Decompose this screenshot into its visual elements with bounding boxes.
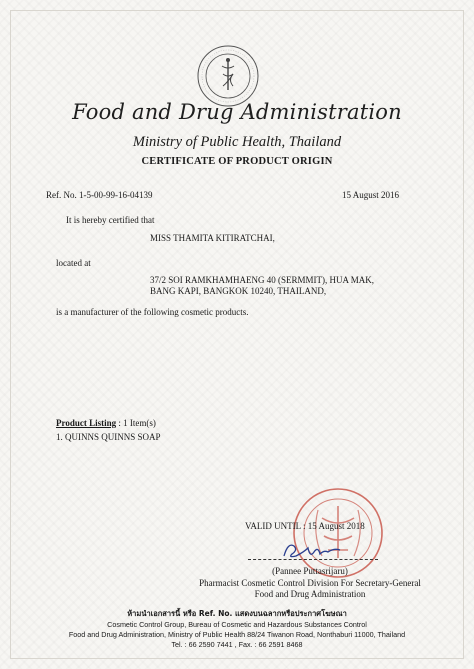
signatory-name: (Pannee Puttasrijaru) — [272, 566, 348, 576]
certificate-title: CERTIFICATE OF PRODUCT ORIGIN — [141, 156, 333, 167]
product-listing-count: : 1 Item(s) — [116, 418, 156, 428]
footer-line-3: Tel. : 66 2590 7441 , Fax. : 66 2591 8468 — [171, 640, 303, 649]
product-listing-label: Product Listing — [56, 418, 117, 428]
signatory-title-2: Food and Drug Administration — [254, 589, 366, 599]
signature-line — [248, 559, 378, 560]
signatory-title-1: Pharmacist Cosmetic Control Division For Secretary-General — [199, 578, 421, 588]
product-list-item: 1. QUINNS QUINNS SOAP — [56, 432, 161, 442]
manufacturer-text: is a manufacturer of the following cosmetic products. — [56, 307, 249, 317]
footer-line-2: Food and Drug Administration, Ministry of Public Health 88/24 Tiwanon Road, Nonthaburi 11000, Thailand — [68, 630, 406, 639]
footer-thai-note: ห้ามนำเอกสารนี้ หรือ Ref. No. แสดงบนฉลากหรือประกาศโฆษณา — [127, 609, 347, 618]
footer-line-1: Cosmetic Control Group, Bureau of Cosmetic and Hazardous Substances Control — [107, 620, 367, 629]
product-listing-header — [56, 418, 156, 428]
valid-until: VALID UNTIL : 15 August 2018 — [245, 521, 365, 531]
ministry-subtitle: Ministry of Public Health, Thailand — [132, 134, 342, 150]
fda-seal-icon — [196, 44, 260, 108]
certify-text: It is hereby certified that — [66, 215, 155, 225]
located-label: located at — [56, 258, 91, 268]
address-line-1: 37/2 SOI RAMKHAMHAENG 40 (SERMMIT), HUA MAK, — [150, 275, 375, 285]
address-line-2: BANG KAPI, BANGKOK 10240, THAILAND, — [150, 286, 327, 296]
agency-title: Food and Drug Administration — [72, 100, 402, 124]
holder-name: MISS THAMITA KITIRATCHAI, — [150, 233, 275, 243]
reference-number: Ref. No. 1-5-00-99-16-04139 — [46, 190, 153, 200]
issue-date: 15 August 2016 — [342, 190, 400, 200]
